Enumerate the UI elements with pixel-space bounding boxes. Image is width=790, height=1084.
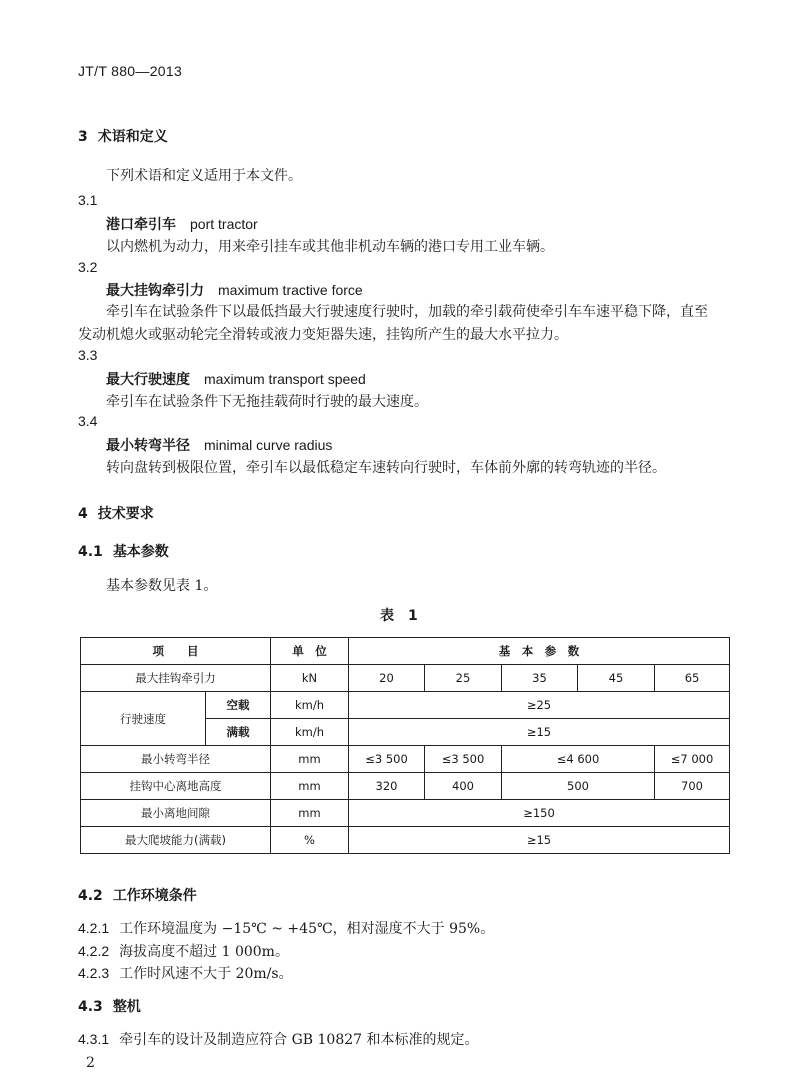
section-number: 3 (78, 129, 88, 145)
table-row (81, 692, 730, 719)
term-en: port tractor (190, 216, 258, 232)
section-3-heading (78, 126, 168, 146)
table-cell: 500 (502, 773, 655, 800)
row-unit: mm (271, 800, 349, 827)
table-row (81, 665, 730, 692)
section-number: 4.2 (78, 888, 103, 904)
clause-number: 4.2.2 (78, 943, 110, 959)
clause-text: 牵引车的设计及制造应符合 GB 10827 和本标准的规定。 (119, 1032, 479, 1048)
clause-4-2-2 (78, 941, 289, 961)
term-en: minimal curve radius (204, 437, 333, 453)
section-4-3-heading (78, 996, 141, 1016)
table-cell: ≥15 (349, 827, 730, 854)
section-title: 整机 (112, 999, 141, 1015)
row-label: 行驶速度 (81, 692, 206, 746)
row-label: 最大挂钩牵引力 (81, 665, 271, 692)
table-cell: 400 (425, 773, 502, 800)
term-definition: 牵引车在试验条件下无拖挂载荷时行驶的最大速度。 (106, 394, 428, 410)
term-definition-line-2: 发动机熄火或驱动轮完全滑转或液力变矩器失速，挂钩所产生的最大水平拉力。 (78, 327, 568, 343)
basic-parameters-table (80, 637, 730, 854)
header-unit: 单 位 (271, 638, 349, 665)
table-cell: ≤3 500 (349, 746, 425, 773)
row-sublabel: 满载 (206, 719, 271, 746)
clause-text: 海拔高度不超过 1 000m。 (119, 944, 289, 960)
header-params: 基 本 参 数 (349, 638, 730, 665)
section-4-heading (78, 503, 154, 523)
table-cell: 65 (655, 665, 730, 692)
clause-number: 4.3.1 (78, 1031, 110, 1047)
clause-4-2-1 (78, 918, 494, 938)
term-number: 3.1 (78, 192, 98, 208)
row-label: 最小离地间隙 (81, 800, 271, 827)
term-definition: 以内燃机为动力，用来牵引挂车或其他非机动车辆的港口专用工业车辆。 (106, 239, 554, 255)
clause-4-3-1 (78, 1029, 479, 1049)
standard-code: JT/T 880—2013 (78, 63, 183, 79)
row-unit: kN (271, 665, 349, 692)
row-unit: km/h (271, 719, 349, 746)
table-caption: 表 1 (380, 608, 418, 624)
header-item: 项 目 (81, 638, 271, 665)
table-cell: ≤4 600 (502, 746, 655, 773)
table-cell: ≤3 500 (425, 746, 502, 773)
table-row (81, 827, 730, 854)
term-number: 3.2 (78, 259, 98, 275)
table-cell: 20 (349, 665, 425, 692)
section-number: 4 (78, 506, 88, 522)
section-title: 技术要求 (97, 506, 154, 522)
row-unit: mm (271, 773, 349, 800)
term-heading (106, 214, 258, 234)
row-unit: mm (271, 746, 349, 773)
clause-4-2-3 (78, 963, 293, 983)
section-number: 4.1 (78, 544, 103, 560)
table-cell: 320 (349, 773, 425, 800)
table-row (81, 800, 730, 827)
term-heading (106, 280, 363, 300)
term-heading (106, 369, 366, 389)
section-4-1-heading (78, 541, 169, 561)
term-number: 3.4 (78, 413, 98, 429)
term-zh: 最大挂钩牵引力 (106, 283, 204, 299)
term-definition: 转向盘转到极限位置，牵引车以最低稳定车速转向行驶时，车体前外廓的转弯轨迹的半径。 (106, 460, 666, 476)
section-4-1-text: 基本参数见表 1。 (106, 578, 218, 594)
section-3-intro: 下列术语和定义适用于本文件。 (106, 168, 302, 184)
clause-text: 工作时风速不大于 20m/s。 (119, 966, 293, 982)
clause-number: 4.2.3 (78, 965, 110, 981)
term-definition-line-1: 牵引车在试验条件下以最低挡最大行驶速度行驶时，加载的牵引载荷使牵引车车速平稳下降，直至 (106, 304, 708, 320)
table-cell: 45 (578, 665, 655, 692)
table-cell: 700 (655, 773, 730, 800)
section-number: 4.3 (78, 999, 103, 1015)
row-label: 最小转弯半径 (81, 746, 271, 773)
term-en: maximum tractive force (218, 282, 363, 298)
page-number: 2 (86, 1055, 95, 1071)
table-row (81, 746, 730, 773)
table-cell: ≥150 (349, 800, 730, 827)
table-cell: ≥15 (349, 719, 730, 746)
section-title: 术语和定义 (97, 129, 168, 145)
table-header-row (81, 638, 730, 665)
term-zh: 最大行驶速度 (106, 372, 190, 388)
clause-text: 工作环境温度为 −15℃ ~ +45℃，相对湿度不大于 95%。 (119, 921, 495, 937)
section-title: 基本参数 (112, 544, 169, 560)
term-number: 3.3 (78, 347, 98, 363)
table-cell: ≥25 (349, 692, 730, 719)
table-cell: 25 (425, 665, 502, 692)
table-cell: 35 (502, 665, 578, 692)
row-label: 最大爬坡能力(满载) (81, 827, 271, 854)
row-unit: % (271, 827, 349, 854)
term-heading (106, 435, 332, 455)
row-label: 挂钩中心离地高度 (81, 773, 271, 800)
table-cell: ≤7 000 (655, 746, 730, 773)
section-title: 工作环境条件 (112, 888, 197, 904)
term-zh: 港口牵引车 (106, 217, 176, 233)
row-unit: km/h (271, 692, 349, 719)
term-zh: 最小转弯半径 (106, 438, 190, 454)
table-row (81, 773, 730, 800)
term-en: maximum transport speed (204, 371, 366, 387)
section-4-2-heading (78, 885, 197, 905)
clause-number: 4.2.1 (78, 920, 110, 936)
row-sublabel: 空载 (206, 692, 271, 719)
